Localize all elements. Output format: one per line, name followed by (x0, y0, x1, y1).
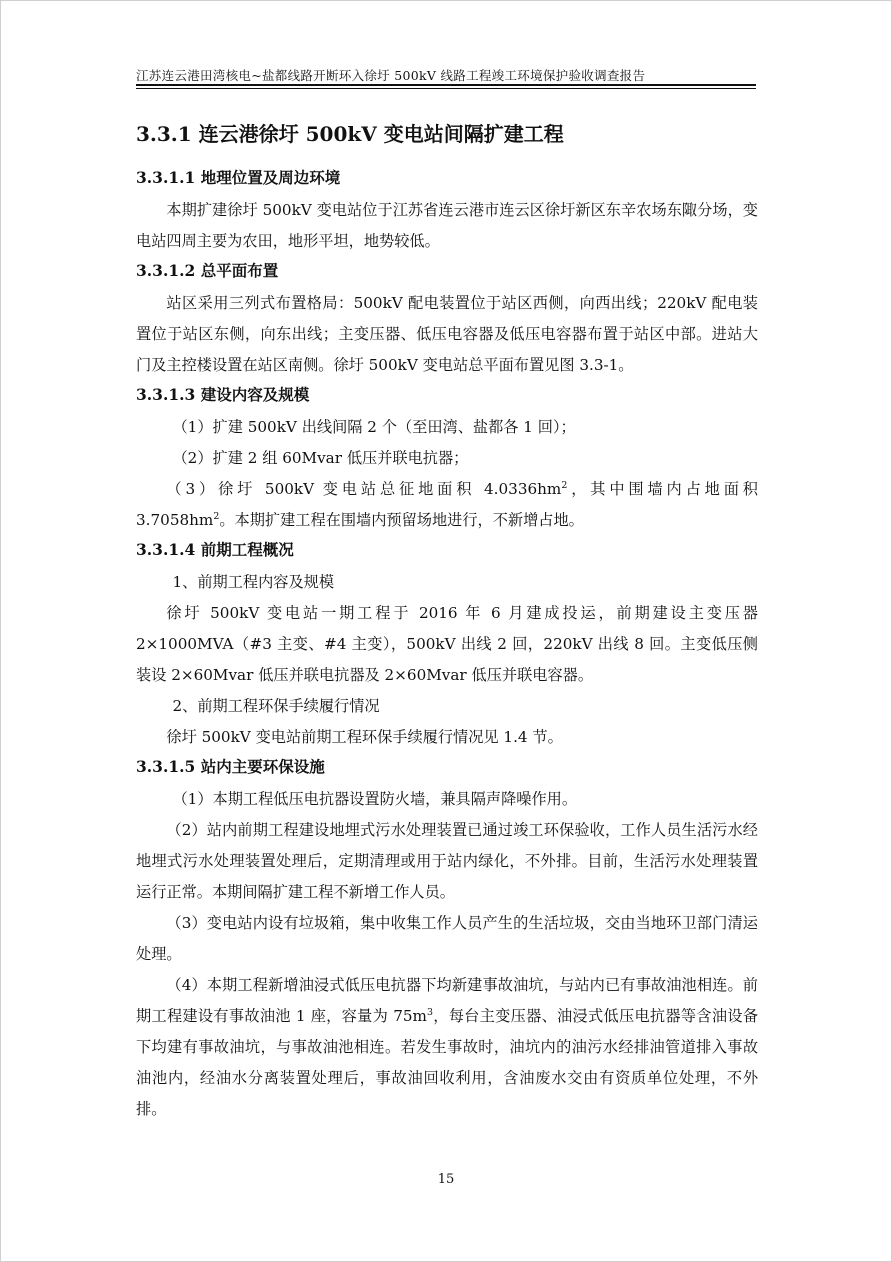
facility-item-4 (136, 970, 758, 1125)
page-content (136, 118, 758, 1125)
superscript: 2 (213, 510, 220, 522)
superscript: 3 (426, 1006, 433, 1018)
running-header: 江苏连云港田湾核电~盐都线路开断环入徐圩 500kV 线路工程竣工环境保护验收调查报告 (136, 68, 646, 83)
scope-item-1: （1）扩建 500kV 出线间隔 2 个（至田湾、盐都各 1 回）； (172, 418, 576, 436)
subsection-heading-layout: 3.3.1.2 总平面布置 (136, 261, 279, 280)
superscript: 2 (561, 479, 568, 491)
previous-subheading-2: 2、前期工程环保手续履行情况 (172, 697, 380, 715)
scope-item-3-text-a: （3）徐圩 500kV 变电站总征地面积 4.0336hm (166, 480, 562, 498)
location-paragraph: 本期扩建徐圩 500kV 变电站位于江苏省连云港市连云区徐圩新区东辛农场东陬分场，变电站四周主要为农田，地形平坦，地势较低。 (136, 201, 758, 250)
facility-item-3: （3）变电站内设有垃圾箱，集中收集工作人员产生的生活垃圾，交由当地环卫部门清运处理。 (136, 914, 758, 963)
facility-item-1: （1）本期工程低压电抗器设置防火墙，兼具隔声降噪作用。 (172, 790, 578, 808)
scope-item-3 (136, 474, 758, 536)
subsection-heading-location: 3.3.1.1 地理位置及周边环境 (136, 168, 341, 187)
subsection-heading-scope: 3.3.1.3 建设内容及规模 (136, 385, 310, 404)
scope-item-3-text-c: 。本期扩建工程在围墙内预留场地进行，不新增占地。 (219, 511, 584, 529)
subsection-heading-previous: 3.3.1.4 前期工程概况 (136, 540, 294, 559)
section-heading (136, 118, 758, 154)
layout-paragraph: 站区采用三列式布置格局：500kV 配电装置位于站区西侧，向西出线；220kV 配电装置位于站区东侧，向东出线；主变压器、低压电容器及低压电容器布置于站区中部。进站大门及主控楼设置在站区南侧。徐圩 500kV 变电站总平面布置见图 3.3-1。 (136, 294, 758, 374)
facility-item-4-text-a: （4）本期工程新增油浸式低压电抗器下均新建事故油坑，与站内已有事故油池相连。前期工程建设有事故油池 1 座，容量为 75m (136, 976, 758, 1025)
scope-item-2: （2）扩建 2 组 60Mvar 低压并联电抗器； (172, 449, 469, 467)
subsection-heading-facilities: 3.3.1.5 站内主要环保设施 (136, 757, 325, 776)
scope-item-3-text-b: ，其中围墙内占地面积 3.7058hm (136, 480, 758, 529)
header-rule (136, 84, 756, 89)
section-number: 3.3.1 (136, 122, 192, 146)
section-title: 连云港徐圩 500kV 变电站间隔扩建工程 (198, 122, 564, 146)
previous-paragraph-1: 徐圩 500kV 变电站一期工程于 2016 年 6 月建成投运，前期建设主变压器 2×1000MVA（#3 主变、#4 主变），500kV 出线 2 回，220kV 出线 8 回。主变低压侧装设 2×60Mvar 低压并联电抗器及 2×60Mvar 低压并联电容器。 (136, 604, 758, 684)
facility-item-4-text-b: ，每台主变压器、油浸式低压电抗器等含油设备下均建有事故油坑，与事故油池相连。若发生事故时，油坑内的油污水经排油管道排入事故油池内，经油水分离装置处理后，事故油回收利用，含油废水交由有资质单位处理，不外排。 (136, 1007, 759, 1118)
facility-item-2: （2）站内前期工程建设地埋式污水处理装置已通过竣工环保验收，工作人员生活污水经地埋式污水处理装置处理后，定期清理或用于站内绿化，不外排。目前，生活污水处理装置运行正常。本期间隔扩建工程不新增工作人员。 (136, 821, 758, 901)
page-number: 15 (437, 1172, 455, 1187)
previous-subheading-1: 1、前期工程内容及规模 (172, 573, 335, 591)
previous-paragraph-2: 徐圩 500kV 变电站前期工程环保手续履行情况见 1.4 节。 (166, 728, 563, 746)
